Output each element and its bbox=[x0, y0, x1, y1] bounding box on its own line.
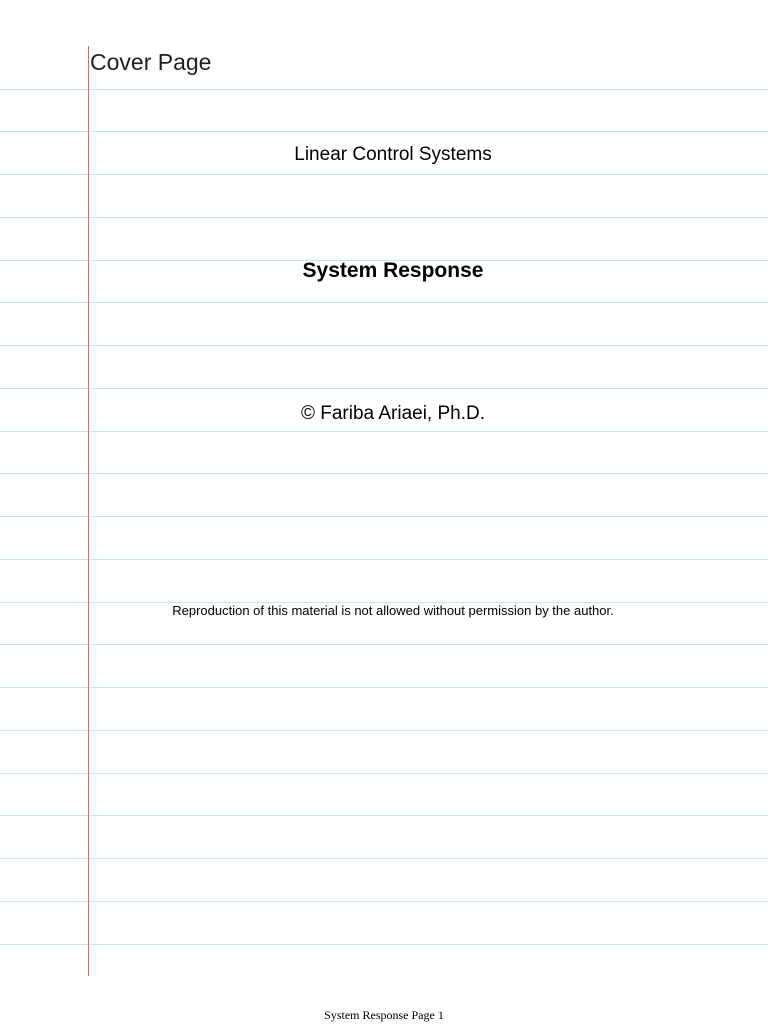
rule-line bbox=[0, 901, 768, 902]
rule-line bbox=[0, 431, 768, 432]
rule-line bbox=[0, 944, 768, 945]
rule-line bbox=[0, 559, 768, 560]
rule-line bbox=[0, 858, 768, 859]
page-title: Cover Page bbox=[90, 49, 212, 75]
rule-line bbox=[0, 388, 768, 389]
document-title: System Response bbox=[302, 259, 484, 282]
page-footer: System Response Page 1 bbox=[324, 1008, 444, 1022]
rule-line bbox=[0, 217, 768, 218]
rule-line bbox=[0, 302, 768, 303]
rule-line bbox=[0, 644, 768, 645]
rule-line bbox=[0, 815, 768, 816]
rule-line bbox=[0, 174, 768, 175]
rule-line bbox=[0, 473, 768, 474]
rule-line bbox=[0, 773, 768, 774]
rule-line bbox=[0, 89, 768, 90]
margin-line bbox=[88, 46, 89, 976]
course-title: Linear Control Systems bbox=[294, 144, 492, 165]
copyright-notice: Reproduction of this material is not allowed without permission by the author. bbox=[172, 603, 614, 618]
rule-line bbox=[0, 345, 768, 346]
rule-line bbox=[0, 730, 768, 731]
rule-line bbox=[0, 131, 768, 132]
rule-line bbox=[0, 687, 768, 688]
author-line: © Fariba Ariaei, Ph.D. bbox=[300, 403, 486, 424]
rule-line bbox=[0, 516, 768, 517]
